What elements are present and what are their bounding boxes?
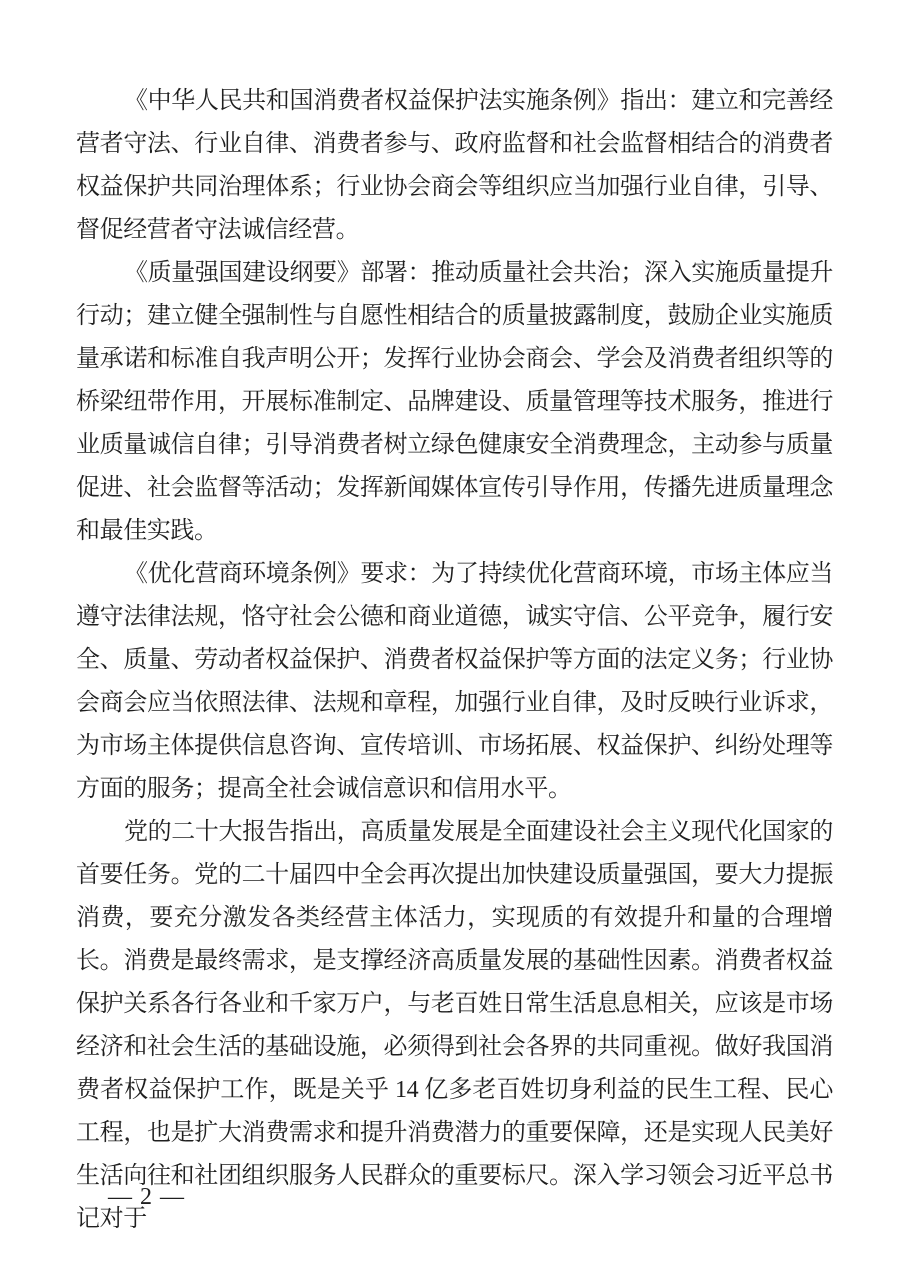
document-body — [76, 80, 833, 1241]
paragraph-quality-power-outline: 《质量强国建设纲要》部署：推动质量社会共治；深入实施质量提升行动；建立健全强制性与自愿性相结合的质量披露制度，鼓励企业实施质量承诺和标准自我声明公开；发挥行业协会商会、学会及消费者组织等的桥梁纽带作用，开展标准制定、品牌建设、质量管理等技术服务，推进行业质量诚信自律；引导消费者树立绿色健康安全消费理念，主动参与质量促进、社会监督等活动；发挥新闻媒体宣传引导作用，传播先进质量理念和最佳实践。 — [76, 260, 833, 544]
paragraph-party-congress-report: 党的二十大报告指出，高质量发展是全面建设社会主义现代化国家的首要任务。党的二十届四中全会再次提出加快建设质量强国，要大力提振消费，要充分激发各类经营主体活力，实现质的有效提升和量的合理增长。消费是最终需求，是支撑经济高质量发展的基础性因素。消费者权益保护关系各行各业和千家万户，与老百姓日常生活息息相关，应该是市场经济和社会生活的基础设施，必须得到社会各界的共同重视。做好我国消费者权益保护工作，既是关乎 14 亿多老百姓切身利益的民生工程、民心工程，也是扩大消费需求和提升消费潜力的重要保障，还是实现人民美好生活向往和社团组织服务人民群众的重要标尺。深入学习领会习近平总书记对于 — [76, 819, 833, 1232]
page-number: — 2 — — [108, 1184, 185, 1210]
paragraph-consumer-rights-regulation: 《中华人民共和国消费者权益保护法实施条例》指出：建立和完善经营者守法、行业自律、消费者参与、政府监督和社会监督相结合的消费者权益保护共同治理体系；行业协会商会等组织应当加强行业自律，引导、督促经营者守法诚信经营。 — [76, 88, 833, 243]
paragraph-business-environment-regulation: 《优化营商环境条例》要求：为了持续优化营商环境，市场主体应当遵守法律法规，恪守社会公德和商业道德，诚实守信、公平竞争，履行安全、质量、劳动者权益保护、消费者权益保护等方面的法定义务；行业协会商会应当依照法律、法规和章程，加强行业自律，及时反映行业诉求，为市场主体提供信息咨询、宣传培训、市场拓展、权益保护、纠纷处理等方面的服务；提高全社会诚信意识和信用水平。 — [76, 561, 833, 802]
